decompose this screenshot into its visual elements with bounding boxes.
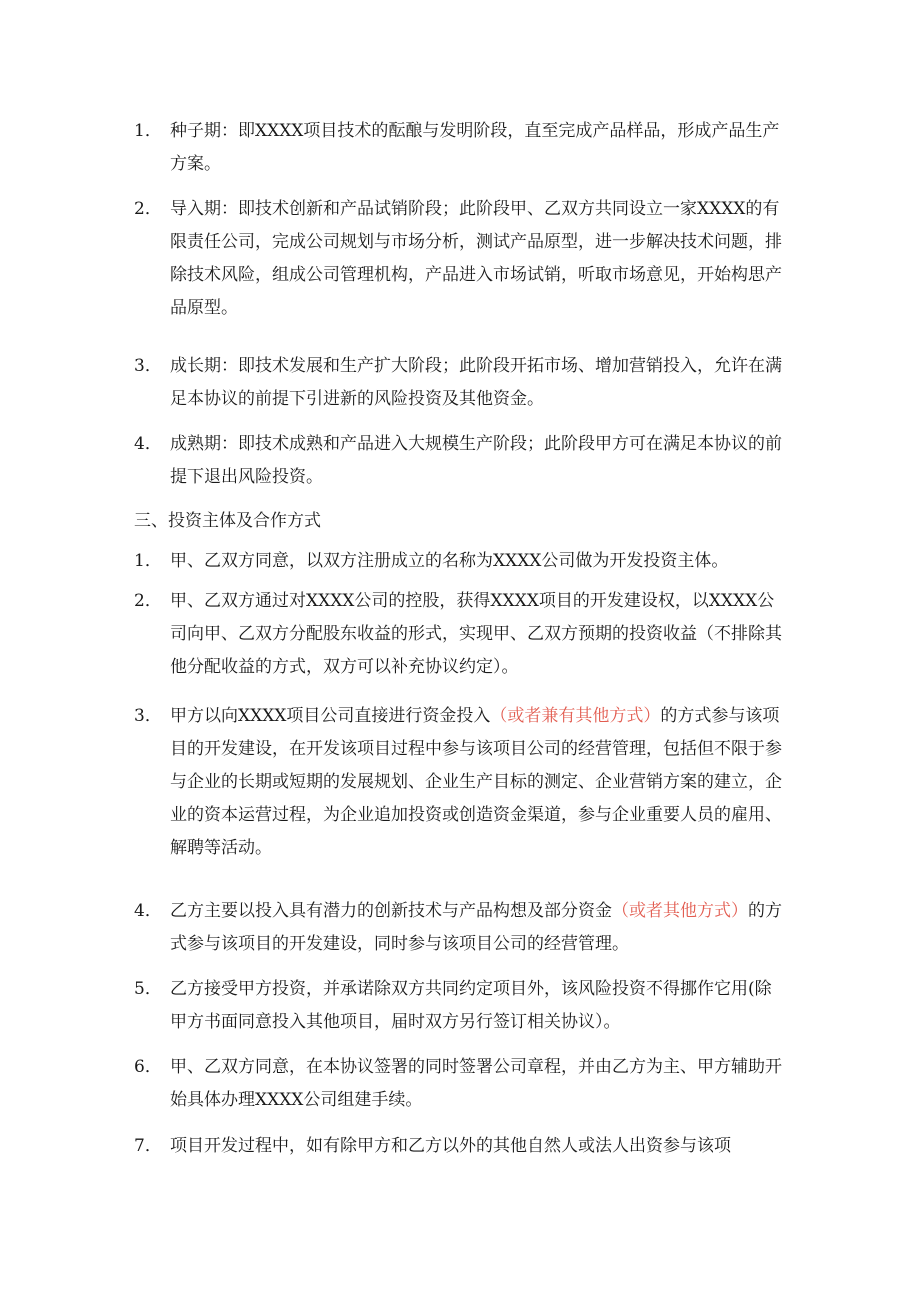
item-text: 项目开发过程中，如有除甲方和乙方以外的其他自然人或法人出资参与该项 <box>170 1136 731 1156</box>
list-item-term-7 <box>134 1130 784 1163</box>
highlight-note: （或者其他方式） <box>612 901 748 921</box>
item-text-pre: 乙方主要以投入具有潜力的创新技术与产品构想及部分资金 <box>170 901 612 921</box>
item-text-pre: 甲方以向XXXX项目公司直接进行资金投入 <box>170 706 491 726</box>
list-item-term-2 <box>134 585 784 684</box>
item-text: 成长期：即技术发展和生产扩大阶段；此阶段开拓市场、增加营销投入，允许在满足本协议的前提下引进新的风险投资及其他资金。 <box>170 356 782 409</box>
list-item-phase-4 <box>134 428 784 494</box>
item-number: 7． <box>134 1136 162 1156</box>
item-text <box>170 895 784 961</box>
list-item-term-1 <box>134 545 784 578</box>
item-number: 1． <box>134 121 162 141</box>
item-text: 种子期：即XXXX项目技术的酝酿与发明阶段，直至完成产品样品，形成产品生产方案。 <box>170 121 780 174</box>
section-heading: 三、投资主体及合作方式 <box>134 511 321 531</box>
item-number: 4． <box>134 901 162 921</box>
item-text: 甲、乙双方通过对XXXX公司的控股，获得XXXX项目的开发建设权，以XXXX公司向甲、乙双方分配股东收益的形式，实现甲、乙双方预期的投资收益（不排除其他分配收益的方式，双方可以补充协议约定）。 <box>170 591 782 677</box>
item-text <box>170 700 784 865</box>
item-text: 导入期：即技术创新和产品试销阶段；此阶段甲、乙双方共同设立一家XXXX的有限责任公司，完成公司规划与市场分析，测试产品原型，进一步解决技术问题，排除技术风险，组成公司管理机构，产品进入市场试销，听取市场意见，开始构思产品原型。 <box>170 199 782 318</box>
item-number: 1． <box>134 551 162 571</box>
item-number: 3． <box>134 706 162 726</box>
item-text: 成熟期：即技术成熟和产品进入大规模生产阶段；此阶段甲方可在满足本协议的前提下退出风险投资。 <box>170 434 782 487</box>
list-item-phase-1 <box>134 115 784 181</box>
item-number: 4． <box>134 434 162 454</box>
item-number: 5． <box>134 979 162 999</box>
item-number: 3． <box>134 356 162 376</box>
list-item-term-5 <box>134 973 784 1039</box>
item-number: 6． <box>134 1057 162 1077</box>
highlight-note: （或者兼有其他方式） <box>490 706 661 726</box>
list-item-phase-3 <box>134 350 784 416</box>
item-text: 甲、乙双方同意，在本协议签署的同时签署公司章程，并由乙方为主、甲方辅助开始具体办理XXXX公司组建手续。 <box>170 1057 782 1110</box>
list-item-term-6 <box>134 1051 784 1117</box>
list-item-phase-2 <box>134 193 784 325</box>
item-text: 乙方接受甲方投资，并承诺除双方共同约定项目外，该风险投资不得挪作它用(除甲方书面同意投入其他项目，届时双方另行签订相关协议）。 <box>170 979 772 1032</box>
item-text-post: 的方式参与该项目的开发建设，同时参与该项目公司的经营管理。 <box>170 901 782 954</box>
list-item-term-4 <box>134 895 784 961</box>
list-item-term-3 <box>134 700 784 865</box>
item-number: 2． <box>134 591 162 611</box>
item-text-post: 的方式参与该项目的开发建设，在开发该项目过程中参与该项目公司的经营管理，包括但不限于参与企业的长期或短期的发展规划、企业生产目标的测定、企业营销方案的建立，企业的资本运营过程，为企业追加投资或创造资金渠道，参与企业重要人员的雇用、解聘等活动。 <box>170 706 782 858</box>
item-number: 2． <box>134 199 162 219</box>
item-text: 甲、乙双方同意，以双方注册成立的名称为XXXX公司做为开发投资主体。 <box>170 551 729 571</box>
